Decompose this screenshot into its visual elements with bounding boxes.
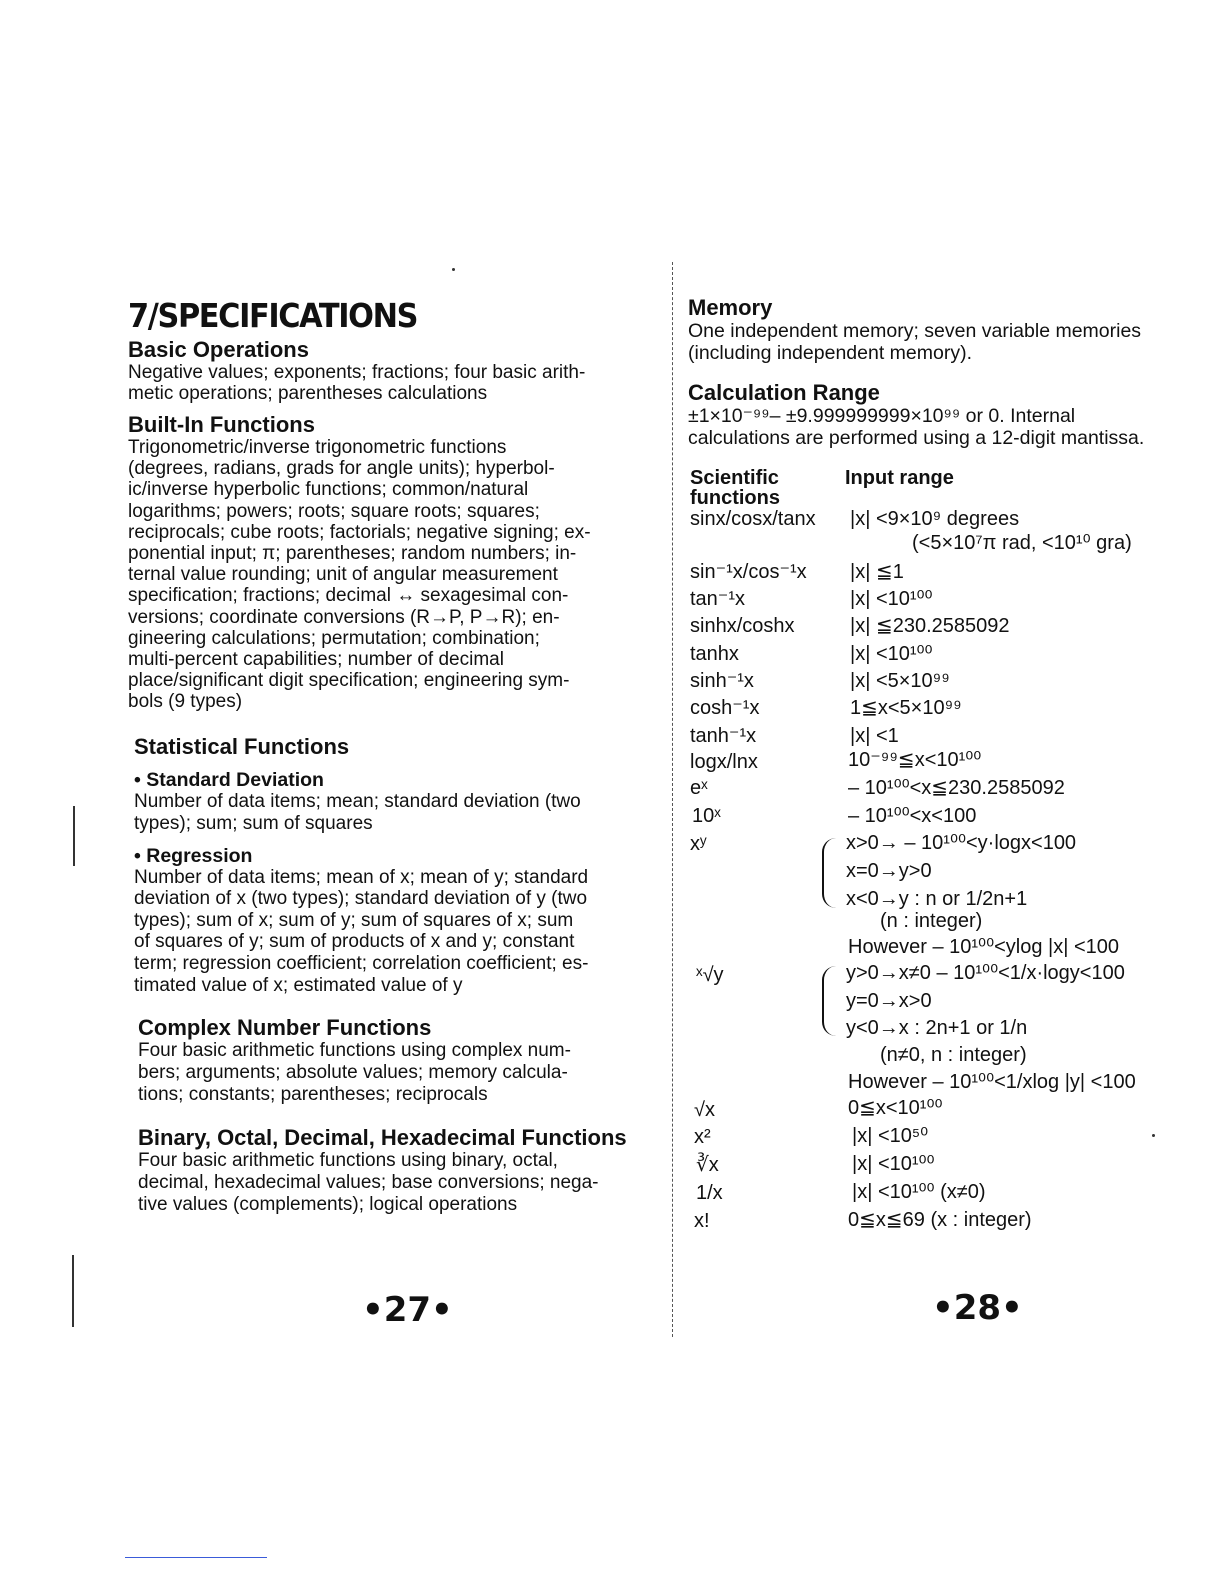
brace-left — [822, 838, 838, 908]
table-row-function: tanh⁻¹x — [690, 725, 757, 747]
table-row-function: eˣ — [690, 777, 708, 799]
table-row-range: (<5×10⁷π rad, <10¹⁰ gra) — [912, 532, 1132, 554]
table-row-function: sinh⁻¹x — [690, 670, 754, 692]
table-row-range: 0≦x≦69 (x : integer) — [848, 1209, 1032, 1231]
subsection-heading: • Regression — [134, 844, 253, 867]
section-text: Four basic arithmetic functions using complex num- bers; arguments; absolute values; memory calcula- tions; constants; parentheses; reciprocals — [138, 1040, 571, 1106]
section-basic-operations — [128, 338, 650, 404]
section-memory — [688, 296, 1212, 364]
table-row-range: However – 10¹⁰⁰<1/xlog |y| <100 — [848, 1071, 1136, 1093]
table-header-functions: Scientific functions — [690, 467, 780, 509]
table-row-range: x<0→y : n or 1/2n+1 — [846, 888, 1028, 910]
table-row-function: sinx/cosx/tanx — [690, 508, 816, 530]
section-statistical-functions — [134, 735, 650, 997]
subsection-heading: • Standard Deviation — [134, 768, 324, 791]
table-row-range: 10⁻⁹⁹≦x<10¹⁰⁰ — [848, 749, 982, 771]
section-calculation-range — [688, 381, 1212, 449]
right-page — [688, 296, 1212, 449]
section-text: Number of data items; mean; standard deviation (two types); sum; sum of squares — [134, 790, 581, 834]
table-row-function: sin⁻¹x/cos⁻¹x — [690, 561, 807, 583]
section-built-in-functions — [128, 413, 650, 713]
table-row-function: cosh⁻¹x — [690, 697, 760, 719]
section-heading: Binary, Octal, Decimal, Hexadecimal Functions — [138, 1125, 627, 1151]
table-row-range: |x| <10⁵⁰ — [852, 1125, 929, 1147]
table-row-function: ∛x — [696, 1154, 719, 1176]
page-number-right: •28• — [932, 1288, 1023, 1328]
table-row-function: ˣ√y — [696, 964, 724, 986]
table-row-range: |x| <10¹⁰⁰ (x≠0) — [852, 1181, 986, 1203]
scan-speck — [1152, 1134, 1155, 1137]
section-heading: Statistical Functions — [134, 733, 350, 759]
section-base-n-functions — [138, 1126, 650, 1216]
table-row-range: However – 10¹⁰⁰<ylog |x| <100 — [848, 936, 1120, 958]
table-row-range: |x| <10¹⁰⁰ — [850, 588, 933, 610]
table-row-range: x>0→ – 10¹⁰⁰<y·logx<100 — [846, 832, 1077, 854]
table-row-function: sinhx/coshx — [690, 615, 795, 637]
section-text: Number of data items; mean of x; mean of y; standard deviation of x (two types); standard deviation of y (two types); sum of x; sum of y; sum of squares of x; sum of squares of y; sum of products of x and y; constant term; regression coefficient; correlation coefficient; es- timated value of x; estimated value of y — [134, 866, 589, 996]
scan-mark — [73, 806, 75, 866]
table-row-range: |x| <1 — [850, 725, 899, 747]
table-row-function: xʸ — [690, 833, 707, 855]
section-heading: Basic Operations — [128, 337, 309, 362]
table-row-range: y=0→x>0 — [846, 990, 932, 1012]
table-row-function: logx/lnx — [690, 751, 758, 773]
table-row-function: tan⁻¹x — [690, 588, 746, 610]
table-row-function: tanhx — [690, 643, 739, 665]
table-row-range: y>0→x≠0 – 10¹⁰⁰<1/x·logy<100 — [846, 962, 1125, 984]
table-header-input-range: Input range — [845, 467, 954, 489]
section-text: One independent memory; seven variable memories (including independent memory). — [688, 320, 1142, 364]
scan-mark — [72, 1255, 74, 1327]
table-row-function: x² — [694, 1126, 711, 1148]
table-row-function: x! — [694, 1210, 710, 1232]
table-row-range: |x| <10¹⁰⁰ — [850, 643, 933, 665]
chapter-title: 7/SPECIFICATIONS — [128, 296, 418, 335]
section-text: ±1×10⁻⁹⁹– ±9.999999999×10⁹⁹ or 0. Internal calculations are performed using a 12-digit mantissa. — [688, 405, 1145, 449]
left-page — [128, 298, 650, 1216]
table-row-range: (n : integer) — [880, 910, 983, 932]
brace-left — [822, 966, 838, 1036]
table-row-range: |x| <5×10⁹⁹ — [850, 670, 950, 692]
link-underline — [125, 1557, 267, 1558]
subsection-regression — [134, 845, 650, 997]
table-row-range: x=0→y>0 — [846, 860, 932, 882]
section-heading: Complex Number Functions — [138, 1015, 432, 1041]
table-row-range: – 10¹⁰⁰<x≦230.2585092 — [848, 777, 1065, 799]
table-row-range: |x| ≦230.2585092 — [850, 615, 1010, 637]
table-row-range: 1≦x<5×10⁹⁹ — [850, 697, 962, 719]
table-row-range: |x| <10¹⁰⁰ — [852, 1153, 935, 1175]
section-heading: Memory — [688, 295, 773, 320]
table-row-function: 1/x — [696, 1182, 723, 1204]
section-text: Trigonometric/inverse trigonometric functions (degrees, radians, grads for angle units); hyperbol- ic/inverse hyperbolic functions; common/natural logarithms; powers; roots; square roots; squares; reciprocals; cube roots; factorials; negative signing; ex- ponential input; π; parentheses; random numbers; in- ternal value rounding; unit of angular measurement specification; fractions; decimal ↔ sexagesimal con- versions; coordinate conversions (R→P, P→R); en- gineering calculations; permutation; combination; multi-percent capabilities; number of decimal place/significant digit specification; engineering sym- bols (9 types) — [128, 437, 591, 713]
table-row-range: |x| ≦1 — [850, 561, 904, 583]
subsection-standard-deviation — [134, 769, 650, 835]
scan-speck — [452, 268, 455, 271]
page-divider — [672, 262, 673, 1337]
section-text: Negative values; exponents; fractions; four basic arith- metic operations; parentheses calculations — [128, 362, 586, 404]
section-complex-number-functions — [138, 1016, 650, 1106]
table-row-range: |x| <9×10⁹ degrees — [850, 508, 1020, 530]
table-row-function: √x — [694, 1099, 715, 1121]
section-heading: Calculation Range — [688, 380, 880, 405]
table-row-range: (n≠0, n : integer) — [880, 1044, 1027, 1066]
table-row-function: 10ˣ — [692, 805, 721, 827]
table-row-range: y<0→x : 2n+1 or 1/n — [846, 1017, 1028, 1039]
table-row-range: 0≦x<10¹⁰⁰ — [848, 1097, 943, 1119]
page-number-left: •27• — [362, 1290, 453, 1330]
section-text: Four basic arithmetic functions using binary, octal, decimal, hexadecimal values; base conversions; nega- tive values (complements); logical operations — [138, 1150, 599, 1216]
table-row-range: – 10¹⁰⁰<x<100 — [848, 805, 977, 827]
section-heading: Built-In Functions — [128, 412, 315, 437]
